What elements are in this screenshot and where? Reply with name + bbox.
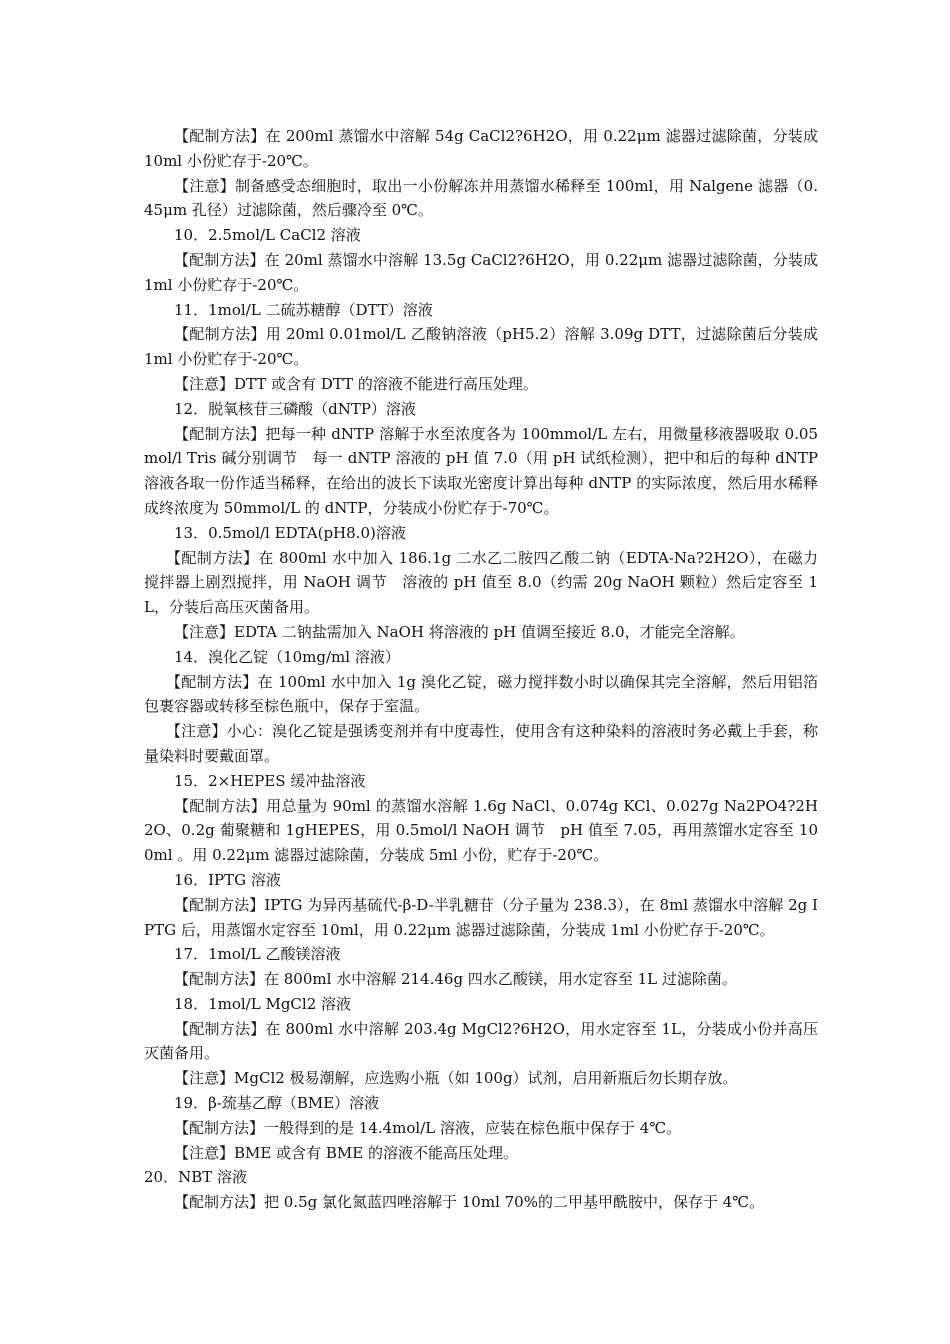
- paragraph: 【配制方法】一般得到的是 14.4mol/L 溶液，应装在棕色瓶中保存于 4℃。: [174, 1118, 682, 1137]
- paragraph: 【配制方法】IPTG 为异丙基硫代-β-D-半乳糖苷（分子量为 238.3），在 8ml 蒸馏水中溶解 2g IPTG 后，用蒸馏水定容至 10ml，用 0.22μm 滤器过滤除菌，分装成 1ml 小份贮存于-20℃。: [144, 895, 818, 939]
- paragraph: 【注意】EDTA 二钠盐需加入 NaOH 将溶液的 pH 值调至接近 8.0，才能完全溶解。: [174, 622, 745, 641]
- paragraph: 【配制方法】在 20ml 蒸馏水中溶解 13.5g CaCl2?6H2O，用 0.22μm 滤器过滤除菌，分装成 1ml 小份贮存于-20℃。: [144, 250, 818, 294]
- paragraph: 【配制方法】在 800ml 水中溶解 203.4g MgCl2?6H2O，用水定容至 1L，分装成小份并高压灭菌备用。: [144, 1019, 818, 1063]
- section-heading: 16．IPTG 溶液: [174, 870, 281, 889]
- paragraph: 【配制方法】用 20ml 0.01mol/L 乙酸钠溶液（pH5.2）溶解 3.09g DTT，过滤除菌后分装成 1ml 小份贮存于-20℃。: [144, 325, 818, 369]
- paragraph: 【配制方法】在 100ml 水中加入 1g 溴化乙锭，磁力搅拌数小时以确保其完全溶解，然后用铝箔包裹容器或转移至棕色瓶中，保存于室温。: [144, 672, 818, 716]
- paragraph: 【注意】BME 或含有 BME 的溶液不能高压处理。: [174, 1143, 518, 1162]
- section-heading: 10．2.5mol/L CaCl2 溶液: [174, 226, 361, 245]
- section-heading: 14．溴化乙锭（10mg/ml 溶液）: [174, 647, 400, 666]
- section-heading: 20．NBT 溶液: [144, 1168, 248, 1187]
- paragraph: 【配制方法】在 800ml 水中溶解 214.46g 四水乙酸镁，用水定容至 1L 过滤除菌。: [174, 970, 737, 989]
- paragraph: 【配制方法】把每一种 dNTP 溶解于水至浓度各为 100mmol/L 左右，用微量移液器吸取 0.05mol/l Tris 碱分别调节 每一 dNTP 溶液的 pH 值 7.0（用 pH 试纸检测），把中和后的每种 dNTP 溶液各取一份作适当稀释，在给出的波长下读取光密度计算出每种 dNTP 的实际浓度，然后用水稀释成终浓度为 50mmol/L 的 dNTP，分装成小份贮存于-70℃。: [144, 424, 818, 517]
- paragraph: 【注意】MgCl2 极易潮解，应选购小瓶（如 100g）试剂，启用新瓶后勿长期存放。: [174, 1069, 738, 1088]
- section-heading: 11．1mol/L 二硫苏糖醇（DTT）溶液: [174, 300, 433, 319]
- section-heading: 15．2×HEPES 缓冲盐溶液: [174, 771, 366, 790]
- paragraph: 【注意】DTT 或含有 DTT 的溶液不能进行高压处理。: [174, 374, 538, 393]
- document-body: [144, 124, 818, 1215]
- section-heading: 13．0.5mol/l EDTA(pH8.0)溶液: [174, 523, 406, 542]
- paragraph: 【注意】小心：溴化乙锭是强诱变剂并有中度毒性，使用含有这种染料的溶液时务必戴上手套，称量染料时要戴面罩。: [144, 722, 818, 765]
- section-heading: 17．1mol/L 乙酸镁溶液: [174, 945, 341, 964]
- paragraph: 【配制方法】用总量为 90ml 的蒸馏水溶解 1.6g NaCl、0.074g KCl、0.027g Na2PO4?2H2O、0.2g 葡聚糖和 1gHEPES，用 0.5mol/l NaOH 调节 pH 值至 7.05，再用蒸馏水定容至 100ml 。用 0.22μm 滤器过滤除菌，分装成 5ml 小份，贮存于-20℃。: [144, 796, 818, 865]
- section-heading: 18．1mol/L MgCl2 溶液: [174, 994, 352, 1013]
- section-heading: 12．脱氧核苷三磷酸（dNTP）溶液: [174, 399, 416, 418]
- section-heading: 19．β-巯基乙醇（BME）溶液: [174, 1094, 380, 1113]
- paragraph: 【配制方法】在 800ml 水中加入 186.1g 二水乙二胺四乙酸二钠（EDTA-Na?2H2O），在磁力搅拌器上剧烈搅拌，用 NaOH 调节 溶液的 pH 值至 8.0（约需 20g NaOH 颗粒）然后定容至 1L，分装后高压灭菌备用。: [144, 548, 818, 617]
- paragraph: 【配制方法】在 200ml 蒸馏水中溶解 54g CaCl2?6H2O，用 0.22μm 滤器过滤除菌，分装成 10ml 小份贮存于-20℃。: [144, 127, 818, 170]
- paragraph: 【配制方法】把 0.5g 氯化氮蓝四唑溶解于 10ml 70%的二甲基甲酰胺中，保存于 4℃。: [174, 1193, 765, 1212]
- paragraph: 【注意】制备感受态细胞时，取出一小份解冻并用蒸馏水稀释至 100ml，用 Nalgene 滤器（0.45μm 孔径）过滤除菌，然后骤冷至 0℃。: [144, 176, 818, 220]
